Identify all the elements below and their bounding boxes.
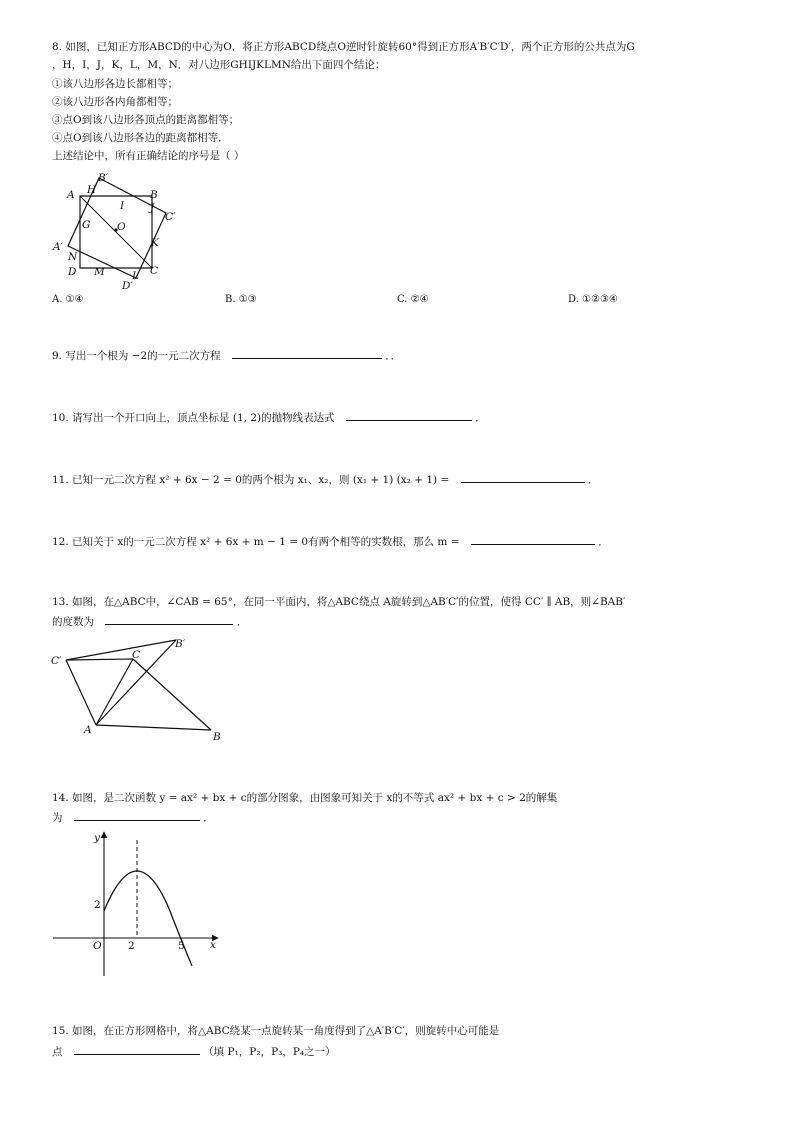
axis-label-y: y	[94, 832, 100, 844]
q12-answer-blank[interactable]	[471, 533, 595, 545]
q12-tail: ．	[598, 536, 609, 548]
q9-tail: ．．	[385, 350, 402, 362]
q10-line	[52, 409, 486, 426]
fig8-label-Bp: B′	[98, 172, 109, 184]
fig8-label-M: M	[94, 266, 105, 278]
fig8-label-D: D	[68, 266, 77, 278]
q9-line	[52, 347, 401, 364]
q14-text: 为	[52, 812, 63, 824]
fig8-label-K: K	[151, 237, 159, 249]
q14-graph	[48, 826, 228, 981]
q11-answer-blank[interactable]	[461, 471, 585, 483]
tick-label-2-y: 2	[94, 899, 101, 911]
q10-text: 10. 请写出一个开口向上，顶点坐标是 (1, 2)的抛物线表达式	[52, 412, 335, 424]
q8-option-a[interactable]: A. ①④	[52, 294, 84, 305]
fig13-label-B: B	[213, 731, 221, 742]
axis-label-x: x	[210, 939, 216, 951]
q15-stem-line2	[52, 1043, 336, 1060]
q8-figure	[50, 168, 190, 293]
q13-answer-blank[interactable]	[105, 613, 233, 625]
q15-answer-blank[interactable]	[74, 1043, 200, 1055]
q14-stem-line1: 14. 如图，是二次函数 y = ax² + bx + c的部分图象，由图象可知关于 x的不等式 ax² + bx + c > 2的解集	[52, 792, 558, 804]
q8-question: 上述结论中，所有正确结论的序号是（ ）	[52, 150, 245, 162]
q15-text: 点	[52, 1046, 63, 1058]
fig13-label-C: C	[132, 649, 141, 661]
q13-text: 的度数为	[52, 616, 94, 628]
fig8-label-A: A	[67, 189, 75, 201]
fig8-label-Dp: D′	[122, 280, 133, 292]
fig8-label-I: I	[120, 200, 125, 212]
q12-line	[52, 533, 609, 550]
q11-line	[52, 471, 598, 488]
q14-answer-blank[interactable]	[74, 809, 200, 821]
fig8-label-Ap: A′	[53, 241, 63, 253]
fig13-label-Cp: C′	[51, 655, 62, 667]
q8-option-b[interactable]: B. ①③	[225, 294, 257, 305]
fig13-label-Bp: B′	[175, 638, 186, 650]
q8-stem-line1: 8. 如图，已知正方形ABCD的中心为O．将正方形ABCD绕点O逆时针旋转60°得到正方形A′B′C′D′，两个正方形的公共点为G	[52, 41, 635, 53]
q8-statement-3: ③点O到该八边形各顶点的距离都相等；	[52, 114, 240, 126]
q13-stem-line2	[52, 613, 247, 630]
q10-tail: ．	[475, 412, 486, 424]
q8-stem-line2: ，H，I，J，K，L，M，N．对八边形GHIJKLMN给出下面四个结论：	[52, 59, 386, 71]
fig8-label-Cp: C′	[165, 211, 176, 223]
fig8-label-N: N	[68, 251, 78, 263]
tick-label-2-x: 2	[128, 940, 135, 952]
q8-option-d[interactable]: D. ①②③④	[568, 294, 618, 305]
q14-stem-line2	[52, 809, 214, 826]
q8-statement-1: ①该八边形各边长都相等；	[52, 78, 178, 90]
tick-label-5-x: 5	[178, 940, 185, 952]
q11-tail: ．	[587, 474, 599, 486]
q10-answer-blank[interactable]	[346, 409, 472, 421]
q13-tail: ．	[236, 616, 248, 628]
q9-text: 9. 写出一个根为 −2的一元二次方程	[52, 350, 221, 362]
fig8-label-O: O	[117, 221, 126, 233]
q9-answer-blank[interactable]	[232, 347, 382, 359]
q15-tail: （填 P₁，P₂，P₃，P₄之一）	[203, 1046, 336, 1058]
fig13-label-A: A	[84, 724, 92, 736]
q14-tail: ．	[203, 812, 214, 824]
q13-figure	[48, 632, 233, 742]
fig8-label-G: G	[82, 219, 91, 231]
fig8-label-L: L	[132, 270, 139, 282]
q11-text: 11. 已知一元二次方程 x² + 6x − 2 = 0的两个根为 x₁、x₂，则 (x₁ + 1) (x₂ + 1) =	[52, 474, 450, 486]
fig8-label-B: B	[150, 189, 158, 201]
q8-statement-2: ②该八边形各内角都相等；	[52, 96, 178, 108]
fig8-label-H: H	[87, 184, 97, 196]
q15-stem-line1: 15. 如图，在正方形网格中，将△ABC绕某一点旋转某一角度得到了△A′B′C′，则旋转中心可能是	[52, 1025, 500, 1037]
q8-statement-4: ④点O到该八边形各边的距离都相等．	[52, 132, 229, 144]
origin-label: O	[93, 940, 102, 952]
q12-text: 12. 已知关于 x的一元二次方程 x² + 6x + m − 1 = 0有两个相等的实数根，那么 m =	[52, 536, 460, 548]
q8-option-c[interactable]: C. ②④	[397, 294, 429, 305]
q13-stem-line1: 13. 如图，在△ABC中，∠CAB = 65°，在同一平面内，将△ABC绕点 A旋转到△AB′C′的位置，使得 CC′ ∥ AB，则∠BAB′	[52, 596, 626, 608]
fig8-label-C: C	[150, 265, 159, 277]
fig8-label-J: J	[150, 202, 155, 214]
